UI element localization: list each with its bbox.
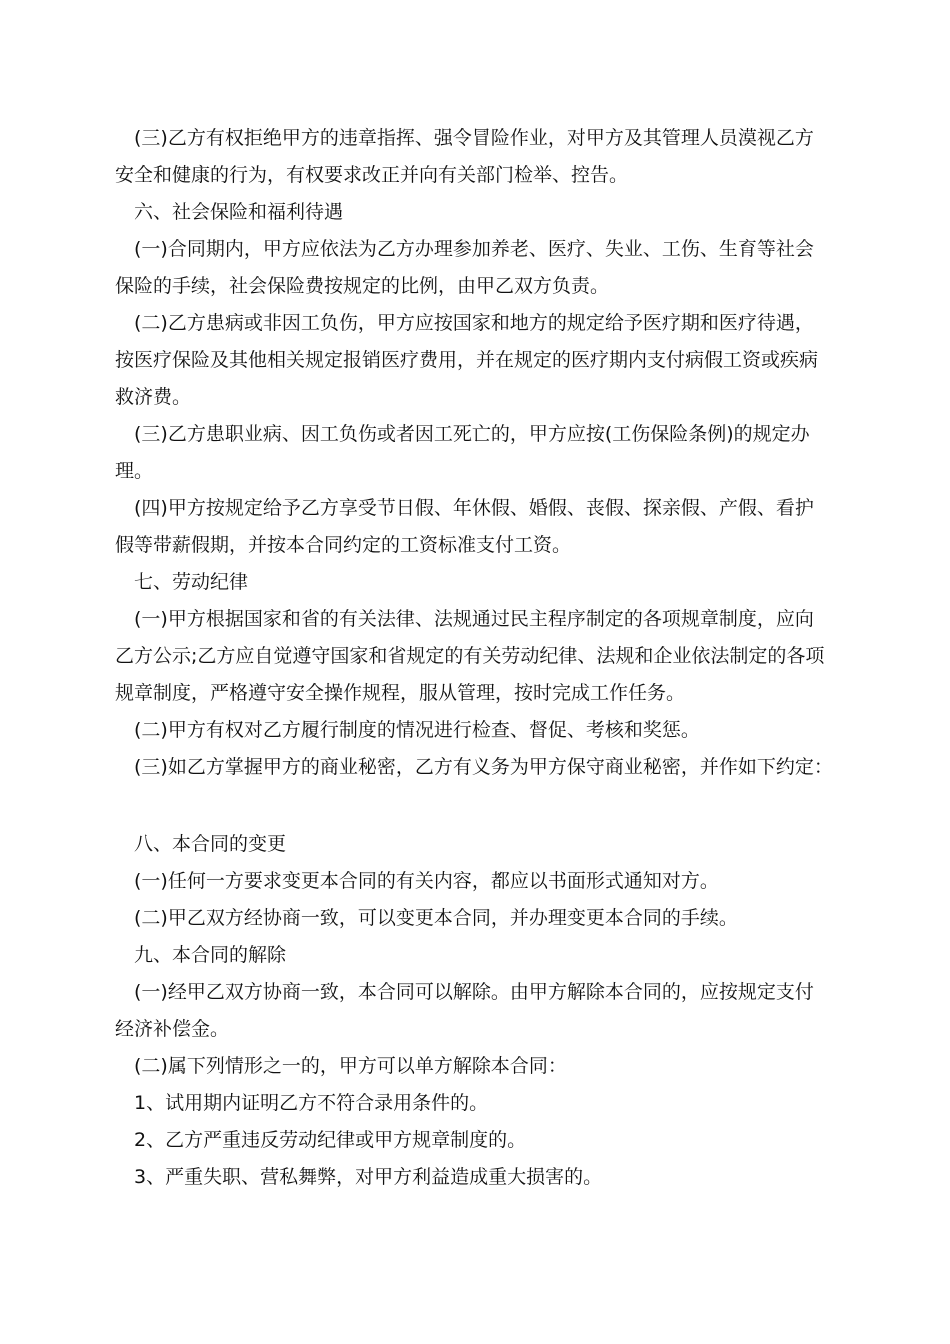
- text-line: 理。: [115, 460, 154, 482]
- section-heading: 七、劳动纪律: [134, 571, 249, 593]
- text-line: 按医疗保险及其他相关规定报销医疗费用，并在规定的医疗期内支付病假工资或疾病: [115, 349, 819, 371]
- text-line: (三)乙方患职业病、因工负伤或者因工死亡的，甲方应按(工伤保险条例)的规定办: [134, 423, 810, 445]
- text-line: (一)合同期内，甲方应依法为乙方办理参加养老、医疗、失业、工伤、生育等社会: [134, 238, 814, 260]
- text-line: (二)甲方有权对乙方履行制度的情况进行检查、督促、考核和奖惩。: [134, 719, 700, 741]
- section-heading-labor-discipline: [115, 564, 845, 601]
- text-line: (一)任何一方要求变更本合同的有关内容，都应以书面形式通知对方。: [134, 870, 719, 892]
- text-line: (二)属下列情形之一的，甲方可以单方解除本合同：: [134, 1055, 567, 1077]
- text-line: (四)甲方按规定给予乙方享受节日假、年休假、婚假、丧假、探亲假、产假、看护: [134, 497, 814, 519]
- list-item-probation: [115, 1085, 845, 1122]
- section-heading-social-insurance: [115, 194, 845, 231]
- paragraph-paid-leave: [115, 490, 845, 564]
- list-item: 1、试用期内证明乙方不符合录用条件的。: [134, 1092, 489, 1114]
- section-heading: 六、社会保险和福利待遇: [134, 201, 344, 223]
- section-heading-contract-termination: [115, 937, 845, 974]
- paragraph-occupational-disease: [115, 416, 845, 490]
- text-line: 保险的手续，社会保险费按规定的比例，由甲乙双方负责。: [115, 275, 610, 297]
- paragraph-rules-and-regulations: [115, 601, 845, 712]
- text-line: 假等带薪假期，并按本合同约定的工资标准支付工资。: [115, 534, 572, 556]
- paragraph-trade-secrets: [115, 749, 845, 786]
- text-line: (一)经甲乙双方协商一致，本合同可以解除。由甲方解除本合同的，应按规定支付: [134, 981, 814, 1003]
- text-line: (二)乙方患病或非因工负伤，甲方应按国家和地方的规定给予医疗期和医疗待遇，: [134, 312, 814, 334]
- text-line: 经济补偿金。: [115, 1018, 230, 1040]
- paragraph-change-notice: [115, 863, 845, 900]
- list-item-serious-misconduct: [115, 1159, 845, 1196]
- paragraph-mutual-change: [115, 900, 845, 937]
- text-line: (三)乙方有权拒绝甲方的违章指挥、强令冒险作业，对甲方及其管理人员漠视乙方: [134, 127, 814, 149]
- text-line: (一)甲方根据国家和省的有关法律、法规通过民主程序制定的各项规章制度，应向: [134, 608, 814, 630]
- text-line: 规章制度，严格遵守安全操作规程，服从管理，按时完成工作任务。: [115, 682, 686, 704]
- text-line: (三)如乙方掌握甲方的商业秘密，乙方有义务为甲方保守商业秘密，并作如下约定：: [134, 756, 833, 778]
- paragraph-inspection: [115, 712, 845, 749]
- paragraph-mutual-termination: [115, 974, 845, 1048]
- section-heading: 八、本合同的变更: [134, 833, 287, 855]
- text-line: 安全和健康的行为，有权要求改正并向有关部门检举、控告。: [115, 164, 629, 186]
- paragraph-sickness-injury: [115, 305, 845, 416]
- list-item: 2、乙方严重违反劳动纪律或甲方规章制度的。: [134, 1129, 527, 1151]
- text-line: (二)甲乙双方经协商一致，可以变更本合同，并办理变更本合同的手续。: [134, 907, 738, 929]
- section-heading: 九、本合同的解除: [134, 944, 287, 966]
- text-line: 救济费。: [115, 386, 192, 408]
- paragraph-social-insurance: [115, 231, 845, 305]
- paragraph-unilateral-termination: [115, 1048, 845, 1085]
- text-line: 乙方公示;乙方应自觉遵守国家和省规定的有关劳动纪律、法规和企业依法制定的各项: [115, 645, 825, 667]
- paragraph-right-to-refuse: [115, 120, 845, 194]
- list-item: 3、严重失职、营私舞弊，对甲方利益造成重大损害的。: [134, 1166, 603, 1188]
- section-heading-contract-change: [115, 826, 845, 863]
- list-item-discipline-violation: [115, 1122, 845, 1159]
